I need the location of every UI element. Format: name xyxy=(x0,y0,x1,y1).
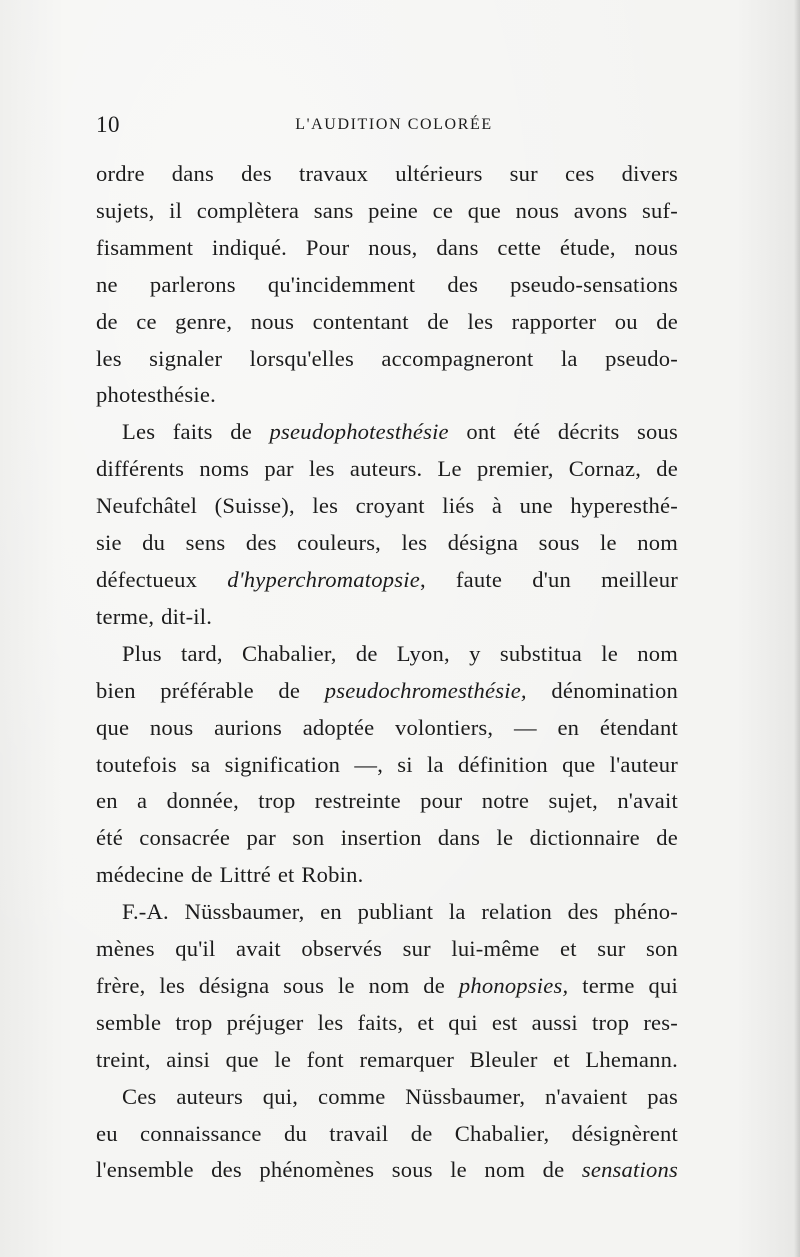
running-title: L'AUDITION COLORÉE xyxy=(295,116,493,133)
italic-term: pseudophotesthésie xyxy=(269,419,449,445)
text-line: ordre dans des travaux ultérieurs sur ces divers xyxy=(96,161,678,186)
text-line: sujets, il complètera sans peine ce que nous avons suf- xyxy=(96,197,678,223)
text-line: bien préférable de pseudochromesthésie, dénomination xyxy=(96,677,678,703)
text-line: treint, ainsi que le font remarquer Bleuler et Lhemann. xyxy=(96,1046,678,1072)
text-line: de ce genre, nous contentant de les rapporter ou de xyxy=(96,308,678,334)
body-text xyxy=(96,156,678,1189)
text-line: les signaler lorsqu'elles accompagneront la pseudo- xyxy=(96,345,678,371)
text-line: l'ensemble des phénomènes sous le nom de sensations xyxy=(96,1157,678,1183)
text-line: que nous aurions adoptée volontiers, — en étendant xyxy=(96,714,678,740)
text-line: Les faits de pseudophotesthésie ont été décrits sous xyxy=(122,419,678,445)
text-line: Plus tard, Chabalier, de Lyon, y substitua le nom xyxy=(122,640,678,666)
text-line: médecine de Littré et Robin. xyxy=(96,862,364,888)
page-header xyxy=(96,112,682,142)
text-line: en a donnée, trop restreinte pour notre sujet, n'avait xyxy=(96,788,678,814)
text-line: frère, les désigna sous le nom de phonopsies, terme qui xyxy=(96,972,678,998)
italic-term: sensations xyxy=(581,1157,678,1183)
text-line: Neufchâtel (Suisse), les croyant liés à une hyperesthé- xyxy=(96,493,678,519)
italic-term: pseudochromesthésie, xyxy=(324,677,527,703)
text-line: terme, dit-il. xyxy=(96,603,213,629)
text-line: Ces auteurs qui, comme Nüssbaumer, n'avaient pas xyxy=(122,1083,678,1109)
italic-term: phonopsies, xyxy=(458,972,569,998)
page-number: 10 xyxy=(96,112,120,137)
text-line: défectueux d'hyperchromatopsie, faute d'un meilleur xyxy=(96,566,679,592)
text-line: eu connaissance du travail de Chabalier, désignèrent xyxy=(96,1120,678,1146)
text-line: F.-A. Nüssbaumer, en publiant la relation des phéno- xyxy=(122,899,678,925)
text-line: photesthésie. xyxy=(96,382,216,408)
text-line: différents noms par les auteurs. Le premier, Cornaz, de xyxy=(96,456,678,482)
text-line: été consacrée par son insertion dans le dictionnaire de xyxy=(96,825,678,851)
text-line: sie du sens des couleurs, les désigna sous le nom xyxy=(96,530,678,556)
text-line: semble trop préjuger les faits, et qui est aussi trop res- xyxy=(96,1009,678,1035)
page-edge-shadow xyxy=(794,0,800,1257)
text-line: ne parlerons qu'incidemment des pseudo-sensations xyxy=(96,271,678,297)
text-line: fisamment indiqué. Pour nous, dans cette étude, nous xyxy=(96,234,678,260)
italic-term: d'hyperchromatopsie xyxy=(227,566,420,592)
text-line: mènes qu'il avait observés sur lui-même et sur son xyxy=(96,936,678,962)
text-line: toutefois sa signification —, si la définition que l'auteur xyxy=(96,751,678,777)
